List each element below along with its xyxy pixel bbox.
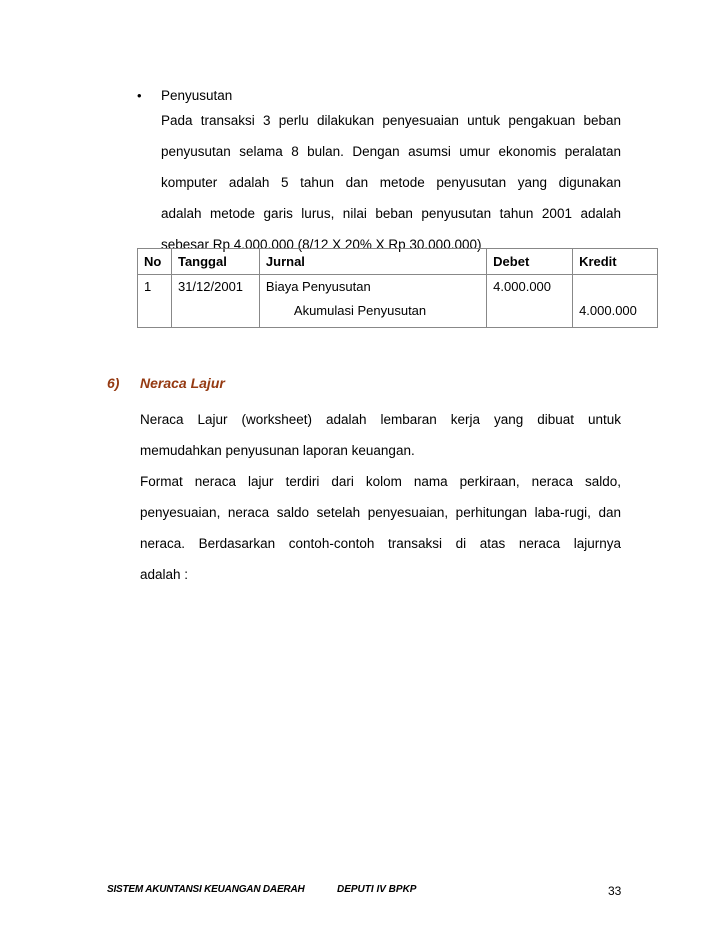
cell-debet <box>487 275 573 328</box>
paragraph-line: penyesuaian, neraca saldo setelah penyesuaian, perhitungan laba-rugi, dan <box>140 505 621 520</box>
debet-value: 4.000.000 <box>493 279 552 294</box>
header-jurnal: Jurnal <box>259 249 486 275</box>
table-header-row <box>138 249 658 275</box>
paragraph-line: komputer adalah 5 tahun dan metode penyusutan yang digunakan <box>161 175 621 190</box>
paragraph-line: adalah metode garis lurus, nilai beban penyusutan tahun 2001 adalah <box>161 206 621 221</box>
bullet-marker: • <box>137 88 142 103</box>
paragraph-line: adalah : <box>140 567 189 582</box>
table-row <box>138 275 658 328</box>
paragraph-line: neraca. Berdasarkan contoh-contoh transaksi di atas neraca lajurnya <box>140 536 621 551</box>
paragraph-line: sebesar Rp 4.000.000 (8/12 X 20% X Rp 30.000.000) <box>161 237 482 252</box>
paragraph-line: Pada transaksi 3 perlu dilakukan penyesuaian untuk pengakuan beban <box>161 113 621 128</box>
page-number: 33 <box>608 884 622 898</box>
journal-table <box>137 248 658 328</box>
header-tanggal: Tanggal <box>171 249 259 275</box>
header-kredit: Kredit <box>573 249 658 275</box>
footer-department: DEPUTI IV BPKP <box>337 884 417 895</box>
paragraph-neraca-lajur <box>140 404 621 590</box>
cell-no: 1 <box>138 275 172 328</box>
paragraph-line: memudahkan penyusunan laporan keuangan. <box>140 443 415 458</box>
jurnal-credit-account: Akumulasi Penyusutan <box>293 303 427 318</box>
bullet-label: Penyusutan <box>161 88 233 103</box>
section-title: Neraca Lajur <box>140 375 225 391</box>
kredit-value: 4.000.000 <box>579 303 637 318</box>
header-debet: Debet <box>487 249 573 275</box>
paragraph-penyusutan <box>161 105 621 260</box>
cell-kredit <box>573 275 658 328</box>
cell-tanggal: 31/12/2001 <box>171 275 259 328</box>
header-no: No <box>138 249 172 275</box>
paragraph-line: penyusutan selama 8 bulan. Dengan asumsi umur ekonomis peralatan <box>161 144 621 159</box>
cell-jurnal <box>259 275 486 328</box>
paragraph-line: Neraca Lajur (worksheet) adalah lembaran kerja yang dibuat untuk <box>140 412 621 427</box>
jurnal-debit-account: Biaya Penyusutan <box>265 279 371 294</box>
footer-title: SISTEM AKUNTANSI KEUANGAN DAERAH <box>107 884 305 895</box>
paragraph-line: Format neraca lajur terdiri dari kolom nama perkiraan, neraca saldo, <box>140 474 621 489</box>
section-number: 6) <box>107 375 120 391</box>
